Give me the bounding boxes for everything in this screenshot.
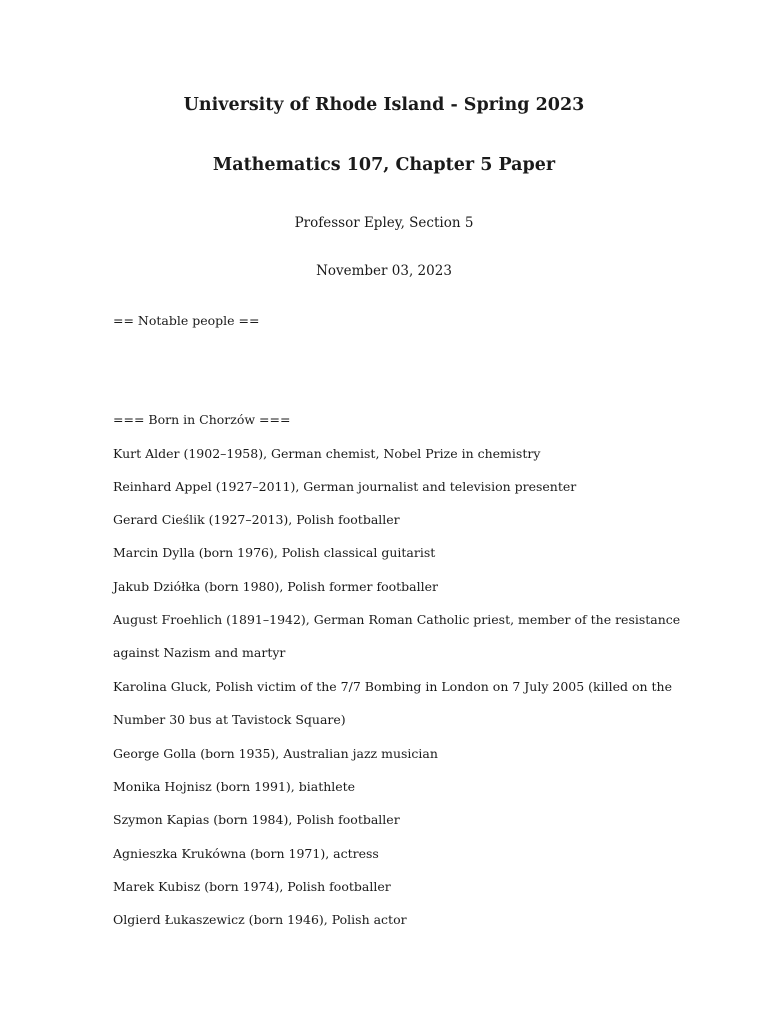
list-item: Olgierd Łukaszewicz (born 1946), Polish actor xyxy=(113,912,407,927)
section-heading-notable-people: == Notable people == xyxy=(113,313,260,328)
list-item: Monika Hojnisz (born 1991), biathlete xyxy=(113,779,356,794)
list-item: Marcin Dylla (born 1976), Polish classical guitarist xyxy=(113,545,436,560)
date-line: November 03, 2023 xyxy=(316,263,452,279)
list-item: August Froehlich (1891–1942), German Roman Catholic priest, member of the resistance xyxy=(113,612,681,627)
list-item: Szymon Kapias (born 1984), Polish footballer xyxy=(113,812,400,827)
list-item: Gerard Cieślik (1927–2013), Polish footballer xyxy=(113,512,400,527)
list-item: Marek Kubisz (born 1974), Polish footballer xyxy=(113,879,391,894)
list-item: Karolina Gluck, Polish victim of the 7/7 Bombing in London on 7 July 2005 (killed on the xyxy=(113,679,672,694)
list-item: George Golla (born 1935), Australian jazz musician xyxy=(113,746,438,761)
section-heading-born-in: === Born in Chorzów === xyxy=(113,412,291,427)
list-item-continuation: against Nazism and martyr xyxy=(113,645,286,660)
list-item: Agnieszka Krukówna (born 1971), actress xyxy=(113,846,379,861)
university-title: University of Rhode Island - Spring 2023 xyxy=(183,95,585,115)
list-item: Jakub Dziółka (born 1980), Polish former footballer xyxy=(113,579,438,594)
list-item-continuation: Number 30 bus at Tavistock Square) xyxy=(113,712,346,727)
professor-line: Professor Epley, Section 5 xyxy=(294,215,474,231)
list-item: Reinhard Appel (1927–2011), German journalist and television presenter xyxy=(113,479,577,494)
list-item: Kurt Alder (1902–1958), German chemist, Nobel Prize in chemistry xyxy=(113,446,541,461)
course-title: Mathematics 107, Chapter 5 Paper xyxy=(212,155,556,175)
